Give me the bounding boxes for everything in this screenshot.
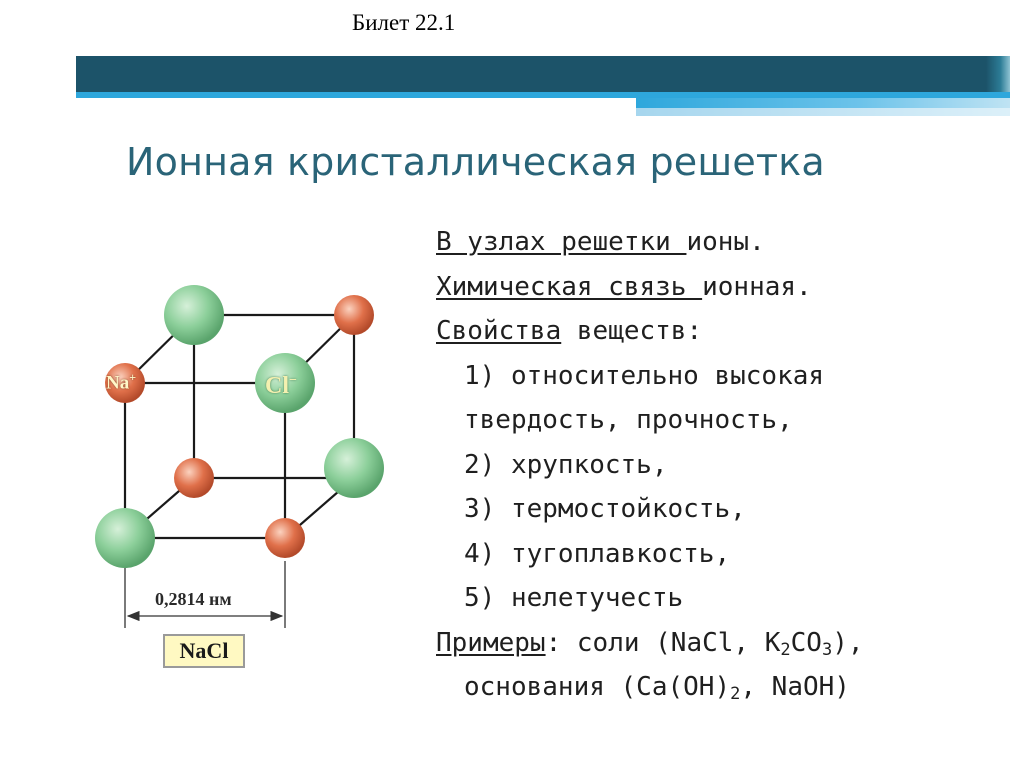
slide-title: Ионная кристаллическая решетка	[126, 140, 825, 184]
examples-line: Примеры: соли (NaCl, $K_2CO_3$),	[436, 627, 864, 660]
property-item-5: 5) нелетучесть	[464, 583, 684, 613]
properties-heading: Свойства веществ:	[436, 316, 703, 346]
cl-ion-label: Cl−	[265, 373, 297, 399]
header-band-dark	[76, 56, 1010, 92]
lattice-svg	[95, 283, 395, 673]
chemical-bond-line: Химическая связь ионная.	[436, 271, 812, 302]
cube-edges	[125, 315, 354, 538]
property-item-3: 3) термостойкость,	[464, 494, 746, 524]
header-band-accent-fade	[636, 108, 1010, 116]
nacl-formula-box: NaCl	[163, 634, 245, 668]
property-item-1: 1) относительно высокая	[464, 360, 825, 391]
na-ion-back-top-right	[334, 295, 374, 335]
cl-ion-back-top-left	[164, 285, 224, 345]
cl-ion-back-bottom-right	[324, 438, 384, 498]
ticket-label: Билет 22.1	[352, 10, 456, 35]
header-band-accent	[636, 98, 1010, 108]
lattice-nodes-line: В узлах решетки ионы.	[436, 227, 765, 257]
distance-label: 0,2814 нм	[155, 589, 232, 609]
na-ion-front-bottom-right	[265, 518, 305, 558]
property-item-2: 2) хрупкость,	[464, 449, 668, 480]
na-ion-label: Na+	[106, 370, 137, 394]
property-item-1-cont: твердость, прочность,	[464, 405, 793, 435]
na-ion-back-bottom-left	[174, 458, 214, 498]
properties-text	[436, 220, 1016, 710]
nacl-lattice-diagram	[95, 283, 395, 673]
bases-line: основания ($Ca(OH)_2$, NaOH)	[464, 672, 850, 704]
cl-ion-front-bottom-left	[95, 508, 155, 568]
header-band-edge	[986, 56, 1010, 92]
property-item-4: 4) тугоплавкость,	[464, 538, 731, 569]
